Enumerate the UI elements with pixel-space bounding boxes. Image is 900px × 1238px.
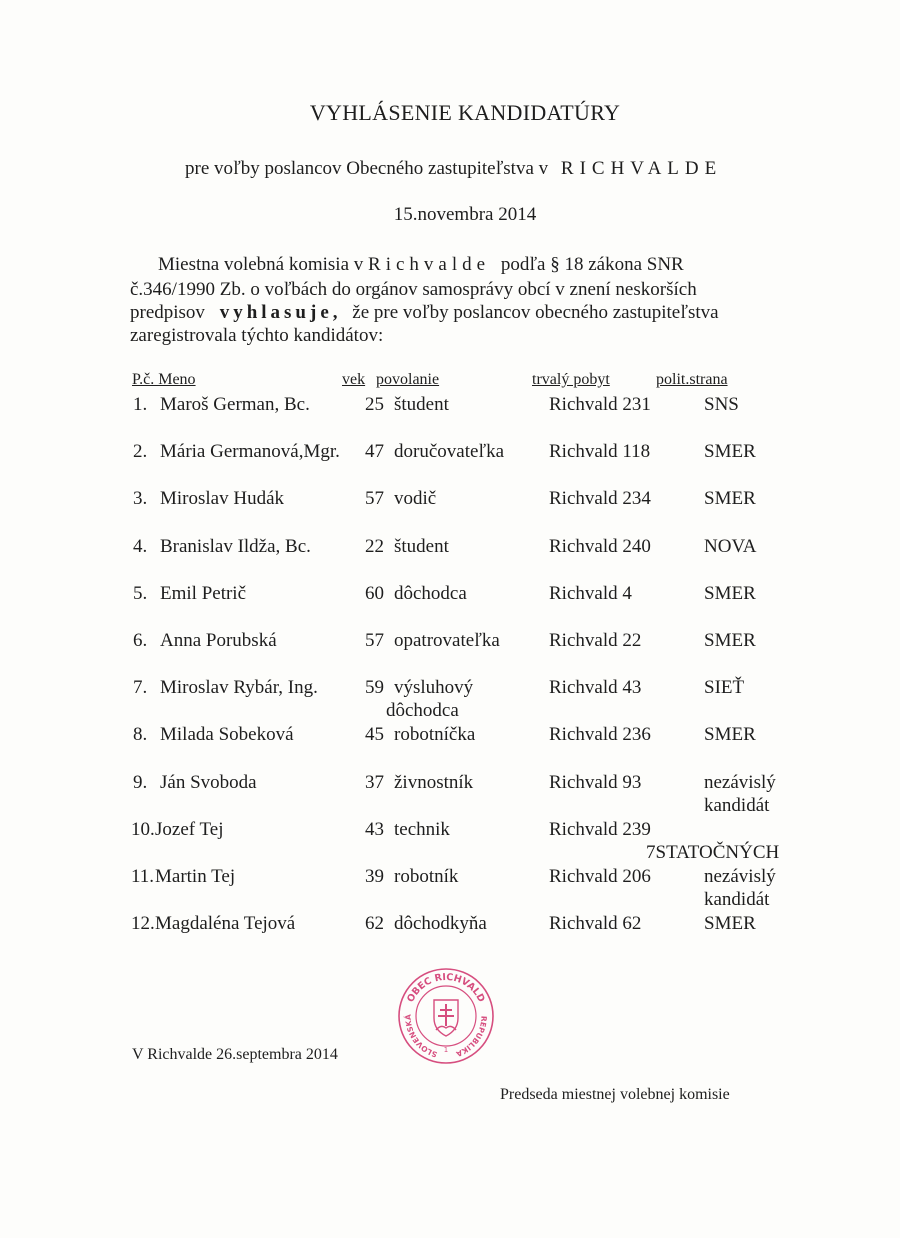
candidate-name: Branislav Ildža, Bc. (160, 535, 311, 557)
candidate-name: Milada Sobeková (160, 724, 294, 746)
candidate-occupation: opatrovateľka (394, 630, 500, 651)
candidate-age: 43 (365, 818, 384, 840)
candidate-age: 45 (365, 724, 384, 746)
candidate-party: SMER (704, 630, 756, 651)
row-number: 6. (133, 630, 148, 651)
candidate-occupation-cont: dôchodca (386, 700, 459, 722)
intro-line-1 (158, 254, 684, 276)
candidate-name: Maroš German, Bc. (160, 394, 310, 415)
candidate-age: 57 (365, 488, 384, 510)
intro-line-1-b: podľa § 18 zákona SNR (500, 254, 684, 275)
row-number: 7. (133, 677, 148, 699)
official-stamp (396, 966, 496, 1066)
intro-line-1-a: Miestna volebná komisia v (158, 254, 364, 275)
candidate-party-cont: 7STATOČNÝCH (646, 841, 780, 863)
candidate-age: 60 (365, 582, 384, 604)
stamp-text-left: SLOVENSKÁ (403, 1014, 439, 1060)
candidate-party: SNS (704, 394, 739, 415)
header-residence: trvalý pobyt (532, 371, 610, 388)
subtitle (185, 158, 722, 180)
candidate-name: Jozef Tej (155, 818, 224, 840)
row-number: 11. (131, 866, 155, 887)
candidate-party: nezávislý (704, 866, 776, 887)
intro-line-3-b: že pre voľby poslancov obecného zastupiteľstva (352, 302, 719, 323)
candidate-name: Martin Tej (155, 866, 236, 887)
candidate-residence: Richvald 118 (549, 441, 651, 463)
candidate-party: SMER (704, 582, 756, 604)
candidate-party: NOVA (704, 535, 757, 557)
stamp-hills-icon (436, 1026, 456, 1030)
candidate-occupation: študent (394, 535, 449, 557)
candidate-occupation: dôchodkyňa (394, 913, 487, 935)
candidate-name: Miroslav Hudák (160, 488, 285, 510)
candidate-residence: Richvald 4 (549, 582, 632, 604)
candidate-age: 25 (365, 394, 384, 415)
candidate-name: Emil Petrič (160, 582, 247, 604)
candidate-age: 47 (365, 441, 384, 463)
candidate-residence: Richvald 240 (549, 535, 651, 557)
stamp-text-top: OBEC RICHVALD (405, 971, 487, 1005)
candidate-age: 37 (365, 771, 384, 793)
header-party: polit.strana (656, 371, 728, 388)
candidate-occupation: technik (394, 818, 450, 840)
candidate-occupation: vodič (394, 488, 437, 510)
signature-label: Predseda miestnej volebnej komisie (500, 1086, 730, 1103)
stamp-text-right: REPUBLIKA (454, 1015, 489, 1059)
subtitle-text: pre voľby poslancov Obecného zastupiteľstva v (185, 158, 549, 179)
row-number: 5. (133, 582, 148, 604)
intro-line-3-verb: vyhlasuje, (219, 302, 342, 323)
candidate-name: Mária Germanová,Mgr. (160, 441, 340, 463)
candidate-residence: Richvald 231 (549, 394, 651, 415)
candidate-residence: Richvald 93 (549, 771, 642, 793)
candidate-party: SMER (704, 724, 756, 746)
candidate-residence: Richvald 62 (549, 913, 642, 935)
row-number: 12. (131, 913, 155, 935)
header-occupation: povolanie (376, 371, 440, 388)
candidate-party: SIEŤ (704, 677, 745, 699)
candidate-occupation: doručovateľka (394, 441, 505, 463)
election-date: 15.novembra 2014 (393, 204, 537, 225)
row-number: 4. (133, 535, 148, 557)
candidate-occupation: výsluhový (394, 677, 474, 699)
candidate-residence: Richvald 236 (549, 724, 651, 746)
candidate-occupation: robotník (394, 866, 459, 887)
candidate-age: 22 (365, 535, 384, 557)
candidate-age: 59 (365, 677, 384, 699)
candidate-residence: Richvald 22 (549, 630, 642, 651)
intro-line-3 (130, 302, 719, 324)
row-number: 3. (133, 488, 148, 510)
candidate-residence: Richvald 206 (549, 866, 651, 887)
candidate-age: 39 (365, 866, 384, 887)
row-number: 9. (133, 771, 148, 793)
candidate-occupation: dôchodca (394, 582, 467, 604)
candidate-party: nezávislý (704, 771, 776, 793)
candidate-residence: Richvald 239 (549, 818, 651, 840)
candidate-party-cont: kandidát (704, 794, 770, 816)
candidate-residence: Richvald 234 (549, 488, 651, 510)
document-title: VYHLÁSENIE KANDIDATÚRY (309, 100, 621, 125)
candidate-age: 62 (365, 913, 384, 935)
stamp-double-cross-icon (438, 1004, 454, 1026)
header-num-name: P.č. Meno (132, 371, 196, 388)
header-age: vek (342, 371, 366, 388)
candidate-occupation: živnostník (394, 771, 474, 793)
row-number: 10. (131, 818, 155, 840)
candidate-name: Ján Svoboda (160, 771, 257, 793)
intro-line-1-town: Richvalde (368, 254, 491, 275)
candidate-age: 57 (365, 630, 384, 651)
stamp-number: 1 (443, 1046, 449, 1054)
candidate-name: Miroslav Rybár, Ing. (160, 677, 318, 699)
intro-line-2: č.346/1990 Zb. o voľbách do orgánov samosprávy obcí v znení neskorších (130, 279, 697, 300)
candidate-name: Anna Porubská (160, 630, 277, 651)
intro-line-3-a: predpisov (130, 302, 205, 323)
row-number: 1. (133, 394, 148, 415)
place-and-date: V Richvalde 26.septembra 2014 (132, 1046, 338, 1063)
candidate-party-cont: kandidát (704, 889, 770, 910)
candidate-residence: Richvald 43 (549, 677, 642, 699)
candidate-party: SMER (704, 488, 756, 510)
row-number: 8. (133, 724, 148, 746)
candidate-party: SMER (704, 441, 756, 463)
candidate-occupation: študent (394, 394, 449, 415)
candidate-party: SMER (704, 913, 756, 935)
candidate-occupation: robotníčka (394, 724, 476, 746)
candidate-name: Magdaléna Tejová (155, 913, 296, 935)
row-number: 2. (133, 441, 148, 463)
intro-line-4: zaregistrovala týchto kandidátov: (130, 325, 384, 346)
subtitle-town: RICHVALDE (560, 158, 723, 179)
